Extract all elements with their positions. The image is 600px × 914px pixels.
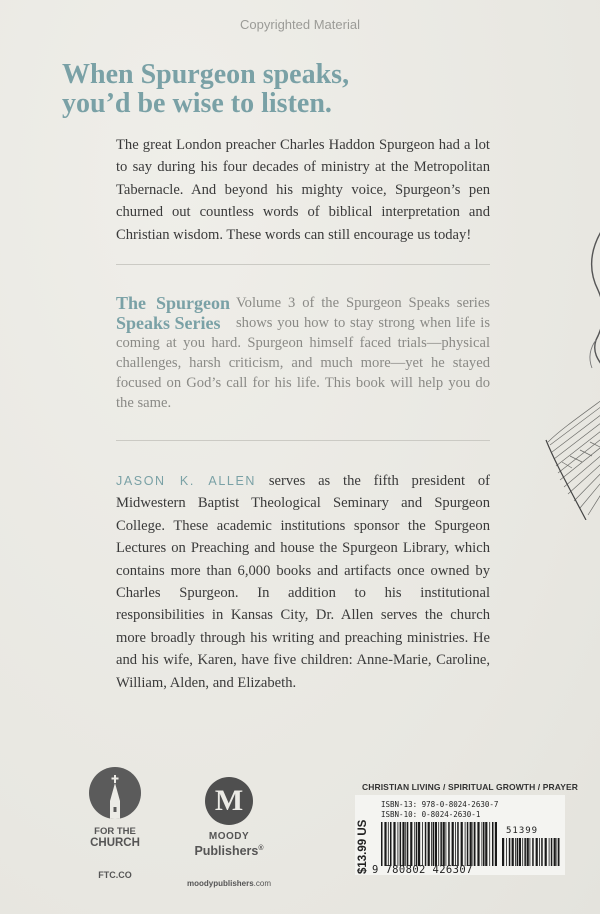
author-bio	[116, 470, 490, 694]
barcode-bar	[433, 822, 435, 866]
barcode-bar	[416, 822, 418, 866]
headline-line-2: you’d be wise to listen.	[62, 88, 332, 119]
author-name: JASON K. ALLEN	[116, 474, 257, 488]
barcode-bar	[435, 822, 437, 866]
price-label: $13.99 US	[357, 819, 369, 874]
barcode-bar	[545, 838, 547, 866]
barcode-bar	[418, 822, 420, 866]
barcode-bar	[381, 822, 383, 866]
barcode-bar	[485, 822, 487, 866]
barcode-bar	[400, 822, 402, 866]
barcode-bar	[461, 822, 463, 866]
barcode-bar	[506, 838, 507, 866]
barcode-bar	[438, 822, 439, 866]
barcode-bar	[452, 822, 454, 866]
barcode-bar	[549, 838, 550, 866]
ean-number: 9 780802 426307	[372, 864, 473, 876]
barcode-bar	[489, 822, 490, 866]
price-addon-number: 51399	[506, 826, 539, 836]
barcode-bar	[515, 838, 516, 866]
barcode-bar	[522, 838, 523, 866]
barcode-bar	[509, 838, 511, 866]
barcode-bar	[551, 838, 553, 866]
barcode-bar	[446, 822, 447, 866]
barcode-bar	[405, 822, 406, 866]
headline	[62, 60, 502, 118]
isbn-10: ISBN-10: 0-8024-2630-1	[381, 810, 481, 819]
barcode-bar	[448, 822, 450, 866]
barcode-bar	[483, 822, 485, 866]
moody-label: MOODY	[208, 831, 250, 842]
barcode-bar	[407, 822, 409, 866]
barcode-bar	[557, 838, 558, 866]
barcode-bar	[422, 822, 423, 866]
barcode-bar	[527, 838, 529, 866]
barcode-bar	[465, 822, 466, 866]
publishers-label: Publishers®	[194, 844, 264, 859]
barcode-bar	[428, 822, 430, 866]
moody-url: moodypublishers.com	[186, 879, 272, 889]
barcode-bar	[390, 822, 392, 866]
barcode-bar	[393, 822, 395, 866]
series-description: Volume 3 of the Spurgeon Speaks series shows you how to stay strong when life is coming at you hard. Spurgeon himself faced trials—physical challenges, harsh criticism, and much more—yet he stayed focused on God’s call for his life. This book will help you do the same.	[116, 295, 490, 411]
barcode-bar	[440, 822, 442, 866]
barcode-bar	[470, 822, 472, 866]
barcode-bar	[536, 838, 538, 866]
moody-publishers-logo	[186, 777, 272, 888]
barcode-bar	[402, 822, 404, 866]
barcode-bar	[512, 838, 514, 866]
ftc-url: FTC.CO	[98, 870, 132, 880]
barcode-bar	[467, 822, 469, 866]
for-the-church-logo	[86, 767, 144, 880]
barcode-bar	[425, 822, 427, 866]
isbn-block	[381, 800, 498, 820]
barcode-bar	[524, 838, 526, 866]
headline-line-1: When Spurgeon speaks,	[62, 59, 350, 90]
spurgeon-portrait-sketch	[540, 230, 600, 520]
copyright-watermark: Copyrighted Material	[240, 17, 360, 32]
addon-barcode	[502, 838, 560, 866]
for-the-church-label: FOR THE CHURCH	[90, 826, 140, 849]
intro-paragraph: The great London preacher Charles Haddon Spurgeon had a lot to say during his four decades of ministry at the Metropolitan Tabernacle. And beyond his mighty voice, Spurgeon’s pen churned out countless words of biblical interpretation and Christian wisdom. These words can still encourage us today!	[116, 137, 490, 243]
barcode-bar	[473, 822, 474, 866]
author-bio-text: serves as the fifth president of Midwestern Baptist Theological Seminary and Spurgeon College. These academic institutions sponsor the Spurgeon Lectures on Preaching and house the Spurgeon Library, which contains more than 6,000 books and artifacts once owned by Charles Spurgeon. In addition to his institutional responsibilities in Kansas City, Dr. Allen serves the church more broadly through his writing and preaching ministries. He and his wife, Karen, have five children: Anne-Marie, Caroline, William, Alden, and Elizabeth.	[116, 473, 490, 691]
isbn-13: ISBN-13: 978-0-8024-2630-7	[381, 800, 499, 809]
barcode-bar	[410, 822, 412, 866]
barcode-bar	[495, 822, 497, 866]
barcode-bar	[443, 822, 445, 866]
barcode-bar	[558, 838, 560, 866]
bisac-category: CHRISTIAN LIVING / SPIRITUAL GROWTH / PRAYER	[362, 782, 578, 792]
barcode-bar	[414, 822, 415, 866]
barcode-bar	[539, 838, 540, 866]
barcode-bar	[517, 838, 519, 866]
barcode-bar	[477, 822, 479, 866]
barcode-bar	[554, 838, 556, 866]
barcode-bar	[384, 822, 386, 866]
ean-barcode	[381, 822, 499, 866]
barcode-bar	[532, 838, 534, 866]
series-section	[116, 293, 490, 413]
divider-2	[116, 440, 490, 441]
barcode-bar	[398, 822, 399, 866]
barcode-bar	[541, 838, 543, 866]
moody-m-icon: M	[205, 777, 253, 825]
barcode-bar	[431, 822, 432, 866]
church-steeple-icon	[89, 767, 141, 819]
barcode-bar	[502, 838, 504, 866]
barcode-bar	[482, 822, 483, 866]
barcode-bar	[530, 838, 531, 866]
barcode-bar	[492, 822, 494, 866]
barcode-bar	[455, 822, 456, 866]
barcode-bar	[388, 822, 389, 866]
divider-1	[116, 264, 490, 265]
barcode-bar	[457, 822, 459, 866]
barcode-bar	[519, 838, 521, 866]
barcode-bar	[474, 822, 476, 866]
series-title: The Spurgeon Speaks Series	[116, 293, 230, 333]
